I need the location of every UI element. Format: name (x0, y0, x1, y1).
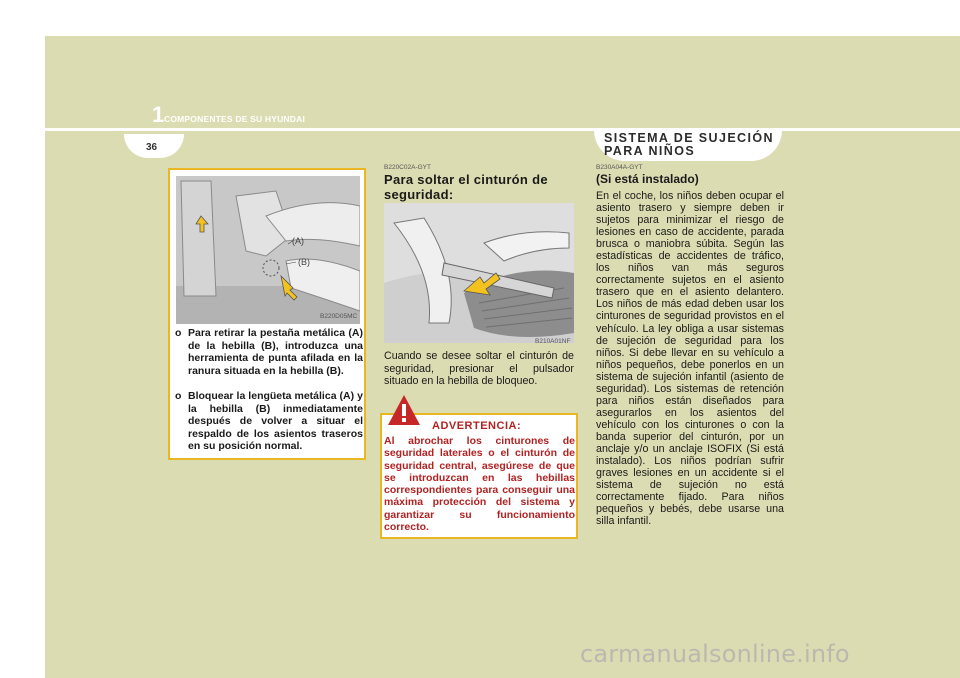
header-divider (45, 128, 960, 131)
heading-if-installed: (Si está instalado) (596, 172, 699, 186)
release-instructions: Cuando se desee soltar el cinturón de seguridad, presionar el pulsador situado en la hebilla de bloqueo. (384, 350, 574, 387)
belt-release-photo (384, 203, 574, 343)
label-b: (B) (298, 257, 310, 267)
bullet-marker: o (175, 327, 182, 339)
image-code-left: B220D05MC (320, 313, 358, 320)
image-code-middle: B210A01NF (535, 338, 571, 345)
warning-title: ADVERTENCIA: (432, 420, 522, 432)
child-restraint-text: En el coche, los niños deben ocupar el asiento trasero y siempre deben ir sujetos para minimizar el riesgo de lesiones en caso de accidente, parada brusca o maniobra súbita. Según las estadísticas de accidentes de tráfico, los niños van más seguros correctamente sujetos en el asiento trasero que en el asiento delantero. Los niños de más edad deben usar los cinturones de seguridad provistos en el vehículo. La ley obliga a usar sistemas de sujeción de seguridad para los niños. Si debe llevar en su vehículo a niños pequeños, debe ponerlos en un sistema de sujeción infantil (asiento de seguridad). Los sistemas de retención para niños están diseñados para asegurarlos en los asientos del vehículo con los cinturones o con la banda superior del cinturón, por un anclaje y/o un anclaje ISOFIX (Si está instalado). Los niños podrían sufrir graves lesiones en un accidente si el sistema de sujeción no está correctamente fijado. Para niños pequeños y bebés, debe usarse una silla infantil. (596, 190, 784, 528)
bullet-marker: o (175, 390, 182, 402)
label-a: (A) (292, 236, 304, 246)
section-title-tab (594, 130, 782, 161)
section-code-right: B230A04A-GYT (596, 164, 643, 171)
warning-triangle-icon (386, 393, 422, 432)
watermark: carmanualsonline.info (580, 640, 850, 668)
bullet-text: Para retirar la pestaña metálica (A) de la hebilla (B), introduzca una herramienta de punta afilada en la ranura situada en la hebilla (B). (188, 327, 363, 377)
warning-text: Al abrochar los cinturones de seguridad laterales o el cinturón de seguridad central, asegúrese de que se introduzcan en las hebillas correspondientes para conseguir una máxima protección del sistema y garantizar su funcionamiento correcto. (384, 435, 575, 534)
bullet-text: Bloquear la lengüeta metálica (A) y la hebilla (B) inmediatamente después de volver a situar el respaldo de los asientos traseros en su posición normal. (188, 390, 363, 452)
section-code-middle: B220C02A-GYT (384, 164, 431, 171)
buckle-removal-photo (176, 176, 360, 324)
chapter-number: 1 (152, 102, 165, 127)
heading-release-belt: Para soltar el cinturón de seguridad: (384, 172, 548, 202)
chapter-title: COMPONENTES DE SU HYUNDAI (164, 114, 306, 124)
section-title: SISTEMA DE SUJECIÓN PARA NIÑOS (604, 131, 774, 158)
page-number: 36 (146, 142, 158, 153)
